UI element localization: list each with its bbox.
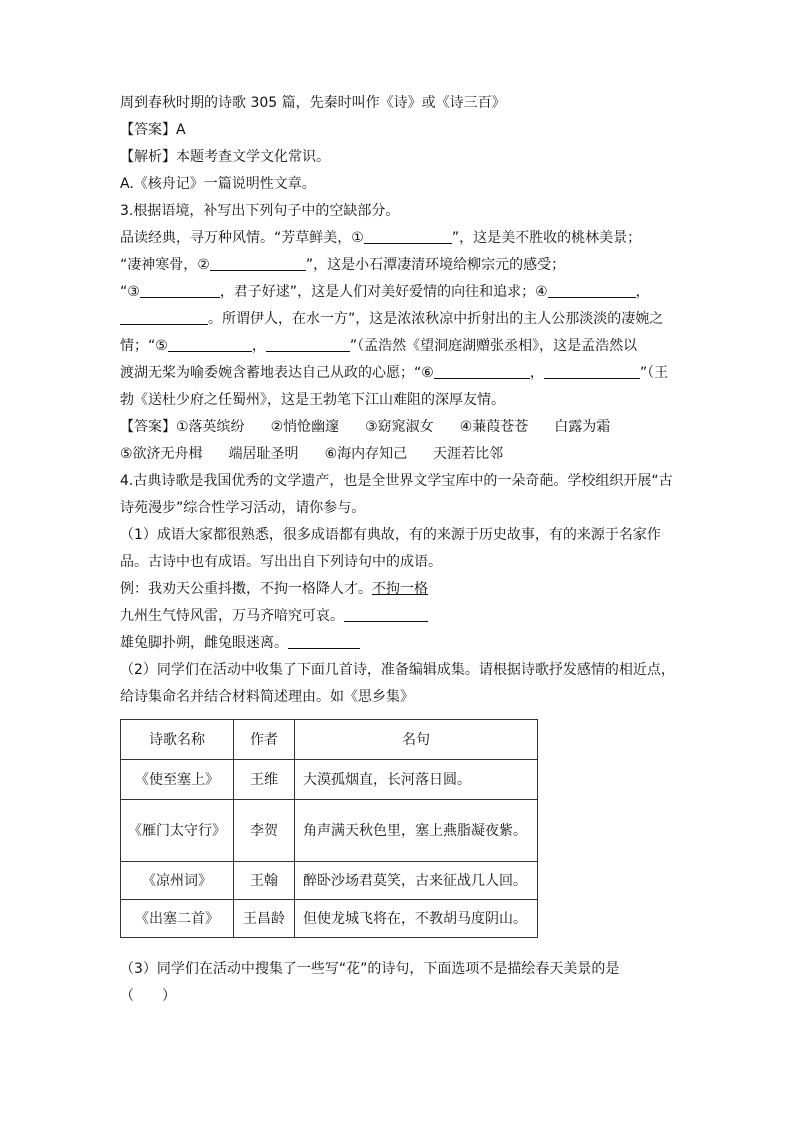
text-line: 品读经典，寻万种风情。“芳草鲜美，① ”，这是美不胜收的桃林美景； (120, 225, 680, 252)
blank-6b[interactable] (544, 362, 640, 379)
question-4-title: 4.古典诗歌是我国优秀的文学遗产，也是全世界文学宝库中的一朵奇葩。学校组织开展“古 (120, 473, 673, 489)
answer-line: 【答案】①落英缤纷 ②悄怆幽邃 ③窈窕淑女 ④蒹葭苍苍 白露为霜 (120, 419, 611, 435)
text-line: 品。古诗中也有成语。写出出自下列诗句中的成语。 (120, 554, 442, 570)
blank-6a[interactable] (434, 362, 530, 379)
column-header: 名句 (295, 720, 538, 760)
table-cell: 王昌龄 (234, 900, 295, 938)
text-line: 。所谓伊人，在水一方”，这是浓浓秋凉中折射出的主人公那淡淡的凄婉之 (120, 306, 680, 333)
example-answer: 不拘一格 (372, 581, 428, 597)
text-line: “③ ，君子好逑”，这是人们对美好爱情的向往和追求；④ ， (120, 279, 680, 306)
table-cell: 大漠孤烟直，长河落日圆。 (295, 760, 538, 800)
answer-line: 【答案】A (120, 122, 186, 138)
table-cell: 醉卧沙场君莫笑，古来征战几人回。 (295, 862, 538, 900)
text-line: 雄兔脚扑朔，雌兔眼迷离。 (120, 630, 680, 657)
text-line: 给诗集命名并结合材料简述理由。如《思乡集》 (120, 689, 414, 705)
answer-line: ⑤欲济无舟楫 端居耻圣明 ⑥海内存知己 天涯若比邻 (120, 446, 504, 462)
column-header: 诗歌名称 (121, 720, 234, 760)
table-cell: 角声满天秋色里，塞上燕脂凝夜紫。 (295, 800, 538, 862)
column-header: 作者 (234, 720, 295, 760)
table-cell: 《凉州词》 (121, 862, 234, 900)
analysis-line: 【解析】本题考查文学文化常识。 (120, 149, 330, 165)
text-line: （1）成语大家都很熟悉，很多成语都有典故，有的来源于历史故事，有的来源于名家作 (120, 527, 661, 543)
table-row (121, 760, 538, 800)
table-row (121, 862, 538, 900)
text-line: A.《核舟记》一篇说明性文章。 (120, 176, 316, 192)
table-cell: 《出塞二首》 (121, 900, 234, 938)
text-line: 渡湖无桨为喻委婉含蓄地表达自己从政的心愿；“⑥ ， ”（王 (120, 360, 680, 387)
table-cell: 《使至塞上》 (121, 760, 234, 800)
text-line: 诗苑漫步”综合性学习活动，请你参与。 (120, 500, 366, 516)
blank-4b[interactable] (120, 308, 208, 325)
blank-5b[interactable] (266, 335, 350, 352)
blank-1[interactable] (364, 227, 452, 244)
blank-2[interactable] (210, 254, 306, 271)
blank-3[interactable] (140, 281, 220, 298)
document-page (120, 90, 680, 1010)
table-row (121, 800, 538, 862)
question-3-title: 3.根据语境，补写出下列句子中的空缺部分。 (120, 203, 400, 219)
table-cell: 王翰 (234, 862, 295, 900)
table-row (121, 900, 538, 938)
answer-bracket: （ ） (120, 988, 176, 1004)
table-cell: 《雁门太守行》 (121, 800, 234, 862)
text-line: “凄神寒骨，② ”，这是小石潭凄清环境给柳宗元的感受； (120, 252, 680, 279)
text-line: 九州生气恃风雷，万马齐喑究可哀。 (120, 603, 680, 630)
question-3-sub: （3）同学们在活动中搜集了一些写“花”的诗句，下面选项不是描绘春天美景的是 (120, 961, 620, 977)
poem-table (120, 719, 538, 938)
text-line: 情；“⑤ ， ”（孟浩然《望洞庭湖赠张丞相》，这是孟浩然以 (120, 333, 680, 360)
table-header-row (121, 720, 538, 760)
text-line: 勃《送杜少府之任蜀州》，这是王勃笔下江山难阻的深厚友情。 (120, 392, 505, 408)
idiom-blank-1[interactable] (344, 605, 428, 622)
text-line: （2）同学们在活动中收集了下面几首诗，准备编辑成集。请根据诗歌抒发感情的相近点， (120, 662, 675, 678)
example-line: 例：我劝天公重抖擞，不拘一格降人才。不拘一格 (120, 581, 428, 597)
table-cell: 但使龙城飞将在，不教胡马度阴山。 (295, 900, 538, 938)
table-cell: 王维 (234, 760, 295, 800)
table-cell: 李贺 (234, 800, 295, 862)
blank-4a[interactable] (548, 281, 636, 298)
text-line: 周到春秋时期的诗歌 305 篇，先秦时叫作《诗》或《诗三百》 (120, 95, 506, 111)
idiom-blank-2[interactable] (288, 632, 360, 649)
blank-5a[interactable] (168, 335, 252, 352)
